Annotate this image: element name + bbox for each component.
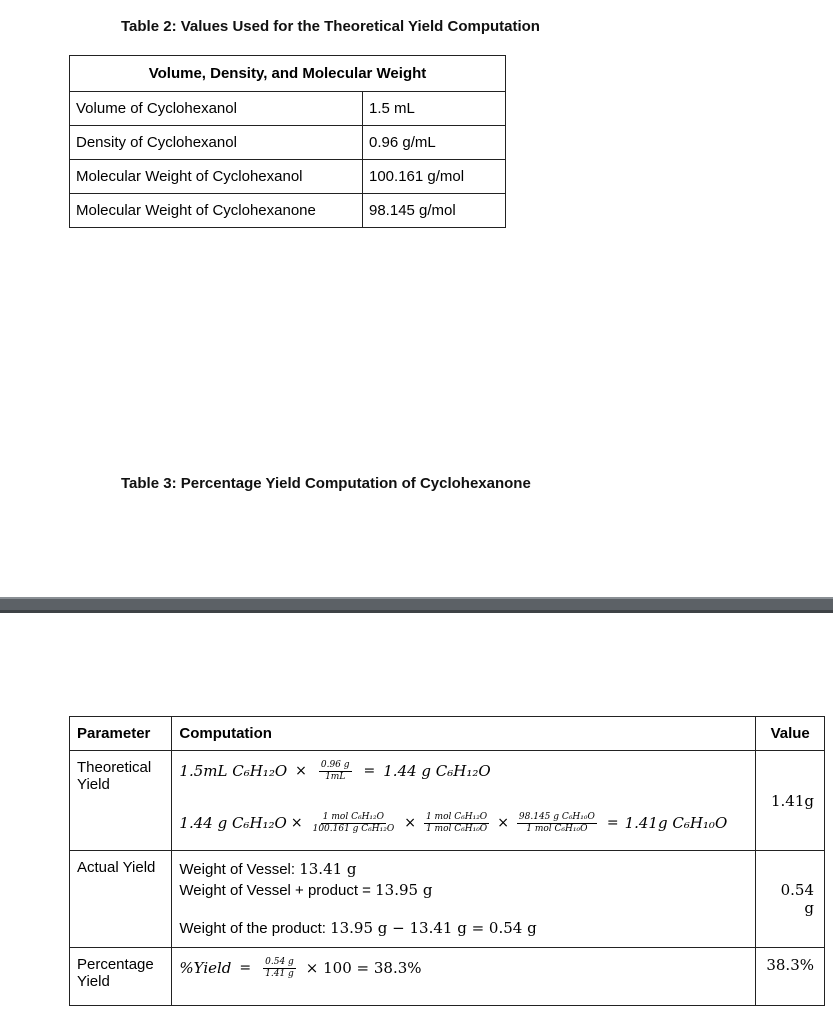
table-row — [70, 194, 506, 228]
computation-theoretical — [172, 751, 756, 851]
value-percentage: 38.3% — [766, 956, 814, 974]
product-line — [179, 918, 748, 939]
fraction-numerator: 0.96 g — [320, 759, 350, 770]
param-actual: Actual Yield — [70, 851, 172, 948]
vessel-product-value: 13.95 g — [375, 881, 433, 899]
equals-operator: = — [606, 815, 619, 831]
table-row — [70, 126, 506, 160]
fraction-numerator: 1 mol C₆H₁₂O — [425, 811, 488, 822]
math-result: × 100 = 38.3% — [305, 959, 422, 977]
times-operator: × — [295, 763, 307, 779]
row-value: 0.96 g/mL — [363, 126, 506, 160]
table-row — [70, 851, 825, 948]
fraction-numerator: 98.145 g C₆H₁₀O — [518, 811, 595, 822]
fraction-denominator: 1.41 g — [265, 968, 294, 979]
fraction-denominator: 1 mol C₆H₁₀O — [425, 823, 488, 834]
equation-line — [179, 956, 748, 980]
value-theoretical-cell — [756, 751, 825, 851]
row-value: 1.5 mL — [363, 92, 506, 126]
fraction — [517, 812, 597, 835]
fraction-denominator: 100.161 g C₆H₁₂O — [312, 823, 395, 834]
times-operator: × — [290, 815, 303, 831]
vessel-product-line — [179, 880, 748, 901]
math-result: 1.44 g C₆H₁₂O — [383, 762, 491, 780]
math-term: 1.5mL C₆H₁₂O — [179, 762, 288, 780]
fraction-denominator: 1 mol C₆H₁₀O — [526, 823, 588, 834]
math-result: 1.41g C₆H₁₀O — [624, 814, 728, 832]
times-operator: × — [497, 815, 509, 831]
vessel-product-label: Weight of Vessel + product = — [179, 882, 371, 899]
vessel-value: 13.41 g — [299, 860, 357, 878]
equals-operator: = — [239, 960, 252, 976]
value-theoretical: 1.41g — [770, 791, 814, 810]
equation-line — [179, 759, 748, 783]
vessel-line — [179, 859, 748, 880]
equation-line — [179, 811, 748, 835]
param-percentage: Percentage Yield — [70, 948, 172, 1006]
row-value: 100.161 g/mol — [363, 160, 506, 194]
table-header-row — [70, 56, 506, 92]
math-term: 1.44 g C₆H₁₂O — [179, 814, 287, 832]
computation-table — [69, 716, 825, 1006]
vessel-label: Weight of Vessel: — [179, 861, 296, 878]
value-percentage-cell — [756, 948, 825, 1006]
table-row — [70, 948, 825, 1006]
computation-percentage — [172, 948, 756, 1006]
param-theoretical: Theoretical Yield — [70, 751, 172, 851]
fraction — [311, 812, 397, 835]
value-actual: 0.54 g — [780, 881, 814, 917]
fraction — [424, 812, 489, 835]
table-header-row — [70, 717, 825, 751]
header-value: Value — [756, 717, 825, 751]
table2-caption: Table 2: Values Used for the Theoretical Yield Computation — [121, 18, 540, 35]
values-table — [69, 55, 506, 228]
equals-operator: = — [363, 763, 376, 779]
table-header: Volume, Density, and Molecular Weight — [70, 56, 506, 92]
header-parameter: Parameter — [70, 717, 172, 751]
fraction — [263, 957, 296, 980]
table3-caption: Table 3: Percentage Yield Computation of Cyclohexanone — [121, 475, 531, 492]
product-label: Weight of the product: — [179, 920, 326, 937]
row-label: Molecular Weight of Cyclohexanone — [70, 194, 363, 228]
table-row — [70, 92, 506, 126]
times-operator: × — [404, 815, 416, 831]
row-value: 98.145 g/mol — [363, 194, 506, 228]
product-expression: 13.95 g − 13.41 g = 0.54 g — [330, 919, 537, 937]
separator-bar — [0, 597, 833, 613]
fraction-numerator: 0.54 g — [265, 956, 294, 967]
fraction-numerator: 1 mol C₆H₁₂O — [322, 811, 385, 822]
value-actual-cell — [756, 851, 825, 948]
table-row — [70, 160, 506, 194]
math-term: %Yield — [179, 959, 232, 977]
header-computation: Computation — [172, 717, 756, 751]
row-label: Density of Cyclohexanol — [70, 126, 363, 160]
computation-actual — [172, 851, 756, 948]
row-label: Molecular Weight of Cyclohexanol — [70, 160, 363, 194]
fraction-denominator: 1mL — [325, 771, 346, 782]
fraction — [319, 760, 352, 783]
row-label: Volume of Cyclohexanol — [70, 92, 363, 126]
table-row — [70, 751, 825, 851]
